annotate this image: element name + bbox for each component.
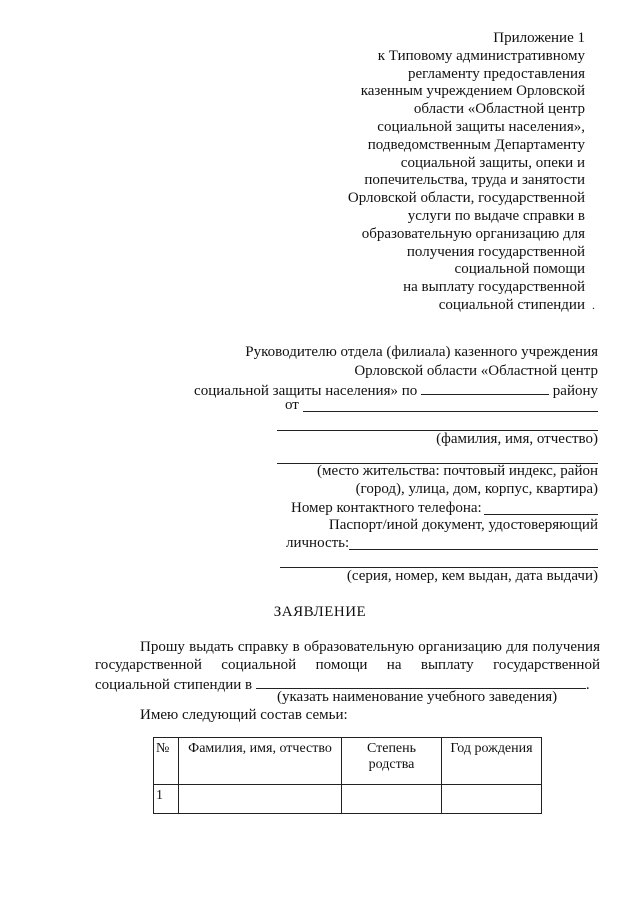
fio-caption: (фамилия, имя, отчество) (436, 431, 598, 447)
request-text: Прошу выдать справку в образовательную организацию для получения государственной социальной помощи на выплату государственной социальной стипендии в (95, 639, 600, 693)
phone-field[interactable] (484, 514, 598, 515)
row-number: 1 (154, 785, 179, 814)
appendix-line: Приложение 1 (493, 30, 585, 46)
addressee-line-3-suffix: району (552, 383, 598, 399)
passport-label-2: личность: (286, 535, 350, 551)
address-caption-2: (город), улица, дом, корпус, квартира) (355, 481, 598, 497)
addressee-line-3-prefix: социальной защиты населения» по (194, 383, 418, 399)
appendix-line: социальной защиты населения», (377, 118, 585, 135)
phone-label: Номер контактного телефона: (291, 500, 482, 516)
addressee-block (168, 343, 598, 401)
institution-caption: (указать наименование учебного заведения) (277, 689, 558, 705)
table-row (154, 785, 542, 814)
header-fio: Фамилия, имя, отчество (179, 738, 342, 785)
appendix-line: подведомственным Департаменту (367, 136, 585, 153)
appendix-line: получения государственной (406, 243, 585, 260)
from-label: от (285, 397, 299, 413)
request-body (95, 638, 600, 694)
appendix-line: регламенту предоставления (407, 65, 585, 82)
row-birth-year-cell[interactable] (442, 785, 542, 814)
family-table (153, 737, 542, 814)
header-relation: Степень родства (342, 738, 442, 785)
appendix-line: попечительства, труда и занятости (364, 172, 585, 189)
appendix-line: на выплату государственной (403, 279, 585, 296)
appendix-header (325, 30, 585, 315)
addressee-line-2: Орловской области «Областной центр (354, 362, 598, 379)
header-number: № (154, 738, 179, 785)
passport-field[interactable] (349, 549, 598, 550)
passport-label-1: Паспорт/иной документ, удостоверяющий (328, 517, 598, 533)
appendix-line: образовательную организацию для (361, 225, 585, 242)
addressee-line-1: Руководителю отдела (филиала) казенного учреждения (245, 344, 598, 360)
passport-caption: (серия, номер, кем выдан, дата выдачи) (346, 568, 598, 584)
appendix-line: услуги по выдаче справки в (407, 207, 585, 224)
addressee-line-3 (168, 380, 598, 401)
appendix-line: казенным учреждением Орловской (360, 83, 585, 100)
row-relation-cell[interactable] (342, 785, 442, 814)
table-header-row (154, 738, 542, 785)
institution-field[interactable] (256, 674, 586, 689)
applicant-name-field[interactable] (303, 411, 598, 412)
appendix-line: к Типовому административному (377, 47, 585, 64)
appendix-line: Орловской области, государственной (347, 190, 585, 207)
request-end: . (585, 677, 590, 693)
appendix-line: социальной стипендии (438, 296, 585, 313)
row-fio-cell[interactable] (179, 785, 342, 814)
appendix-line: области «Областной центр (413, 101, 585, 118)
request-paragraph (95, 638, 600, 694)
document-title: ЗАЯВЛЕНИЕ (273, 604, 367, 620)
appendix-line: социальной защиты, опеки и (400, 154, 585, 171)
header-birth-year: Год рождения (442, 738, 542, 785)
scan-mark: . (592, 298, 595, 312)
district-field[interactable] (421, 380, 549, 395)
family-intro: Имею следующий состав семьи: (140, 707, 348, 723)
address-caption-1: (место жительства: почтовый индекс, район (317, 463, 598, 479)
appendix-line: социальной помощи (454, 261, 585, 278)
